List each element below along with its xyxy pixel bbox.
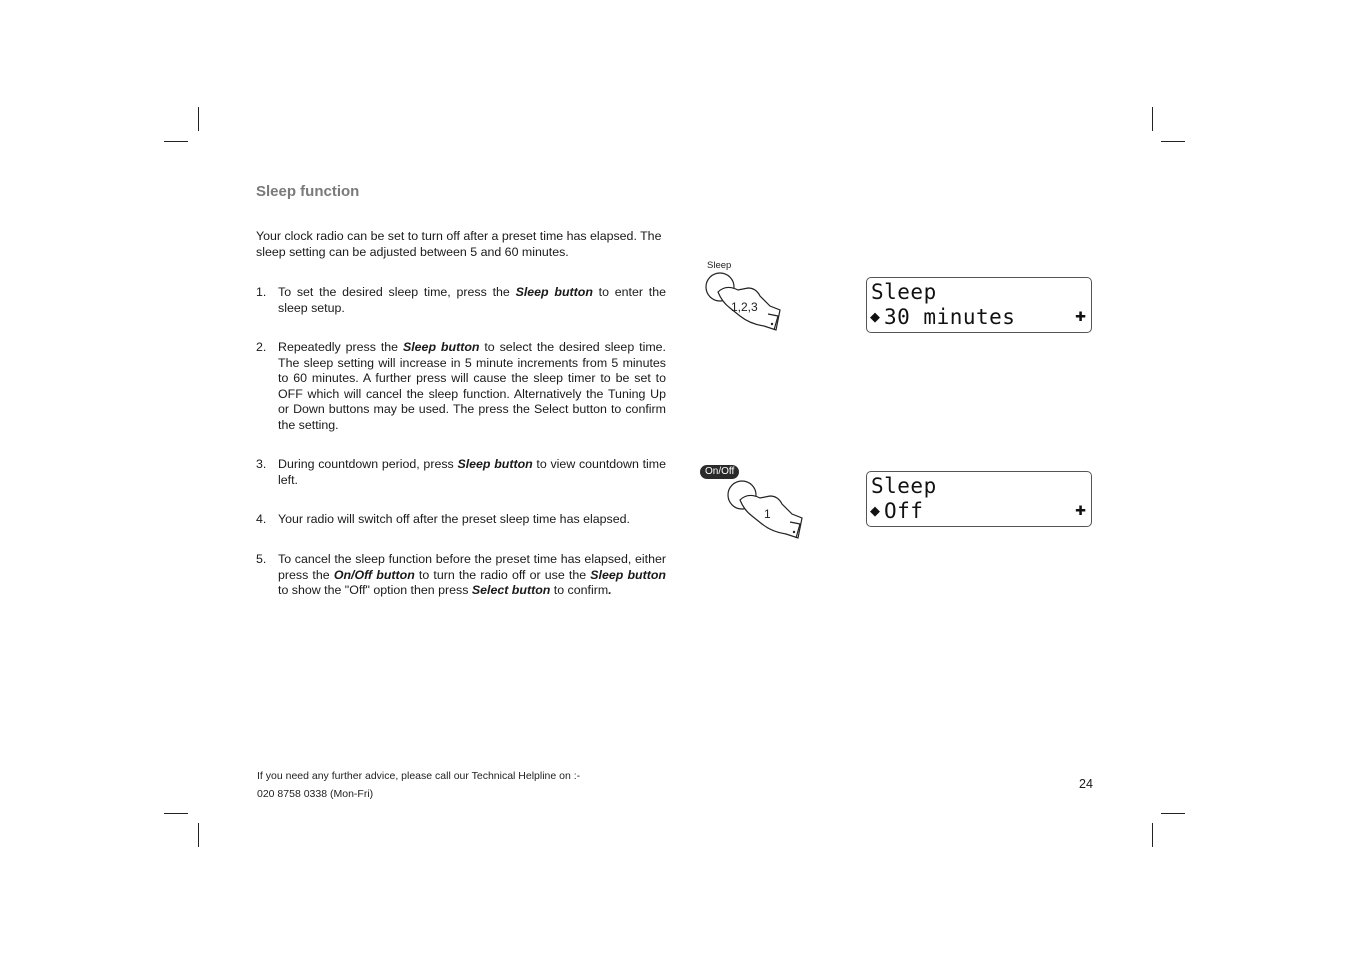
emphasized-term: Sleep button (457, 457, 533, 471)
step-number: 3. (256, 457, 267, 471)
crop-mark (1152, 823, 1153, 847)
section-title: Sleep function (256, 183, 360, 200)
step-text (278, 512, 666, 528)
step-item (256, 457, 666, 488)
lcd-display (866, 277, 1092, 333)
step-item (256, 285, 666, 316)
step-text-segment: Repeatedly press the (278, 340, 403, 354)
lcd-display (866, 471, 1092, 527)
step-reference: 1,2,3 (731, 300, 758, 314)
step-text-segment: To set the desired sleep time, press the (278, 285, 516, 299)
crop-mark (164, 141, 188, 142)
crop-mark (164, 813, 188, 814)
lcd-line-2: Off (884, 499, 924, 523)
intro-paragraph: Your clock radio can be set to turn off after a preset time has elapsed. The sleep setting can be adjusted between 5 and 60 minutes. (256, 229, 662, 259)
crop-mark (198, 107, 199, 131)
step-text-segment: to show the "Off" option then press (278, 583, 472, 598)
crop-mark (198, 823, 199, 847)
step-number: 2. (256, 340, 267, 354)
step-text (278, 457, 666, 488)
step-text-segment: to select the desired sleep time. The sleep setting will increase in 5 minute increments from 5 minutes to 60 minutes. A further press will cause the sleep timer to be set to OFF which will cancel the sleep function. Alternatively the Tuning Up or Down buttons may be used. The press the Select button to confirm the setting. (278, 340, 666, 432)
emphasized-term: Sleep button (402, 340, 480, 354)
crop-mark (1161, 813, 1185, 814)
emphasized-term: Select button (471, 583, 551, 598)
sleep-button-label: Sleep (707, 260, 732, 271)
crop-mark (1161, 141, 1185, 142)
step-text-segment: During countdown period, press (278, 457, 458, 471)
step-text-segment: To cancel the sleep function before the preset time has elapsed, either press the (278, 552, 666, 582)
step-text (278, 552, 666, 599)
emphasized-term: Sleep button (515, 285, 593, 299)
step-item (256, 512, 666, 528)
emphasized-term: Sleep button (590, 567, 666, 582)
step-text-segment: to view countdown time left. (278, 457, 667, 487)
lcd-line-1: Sleep (871, 280, 937, 304)
step-text (278, 285, 666, 316)
helpline-number: 020 8758 0338 (Mon-Fri) (257, 788, 374, 800)
step-text-segment: to enter the sleep setup. (278, 285, 667, 315)
helpline-text: If you need any further advice, please call our Technical Helpline on :- (257, 770, 581, 782)
onoff-button-label: On/Off (700, 465, 739, 479)
step-item (256, 340, 666, 434)
step-text-segment: to confirm (550, 583, 609, 598)
emphasized-term: . (608, 583, 612, 598)
lcd-line-1: Sleep (871, 474, 937, 498)
left-arrow-icon: ◆ (870, 503, 880, 518)
step-number: 5. (256, 552, 267, 566)
step-text-segment: to turn the radio off or use the (414, 567, 591, 582)
page-number: 24 (1079, 777, 1093, 791)
step-text-segment: Your radio will switch off after the preset sleep time has elapsed. (278, 512, 630, 526)
step-text (278, 340, 666, 434)
step-number: 4. (256, 512, 267, 526)
left-arrow-icon: ◆ (870, 309, 880, 324)
crop-mark (1152, 107, 1153, 131)
step-number: 1. (256, 285, 267, 299)
right-arrow-icon: ✚ (1075, 503, 1086, 518)
step-item (256, 552, 666, 599)
lcd-line-2: 30 minutes (884, 305, 1016, 329)
emphasized-term: On/Off button (333, 567, 415, 582)
step-reference: 1 (764, 507, 771, 521)
right-arrow-icon: ✚ (1075, 309, 1086, 324)
